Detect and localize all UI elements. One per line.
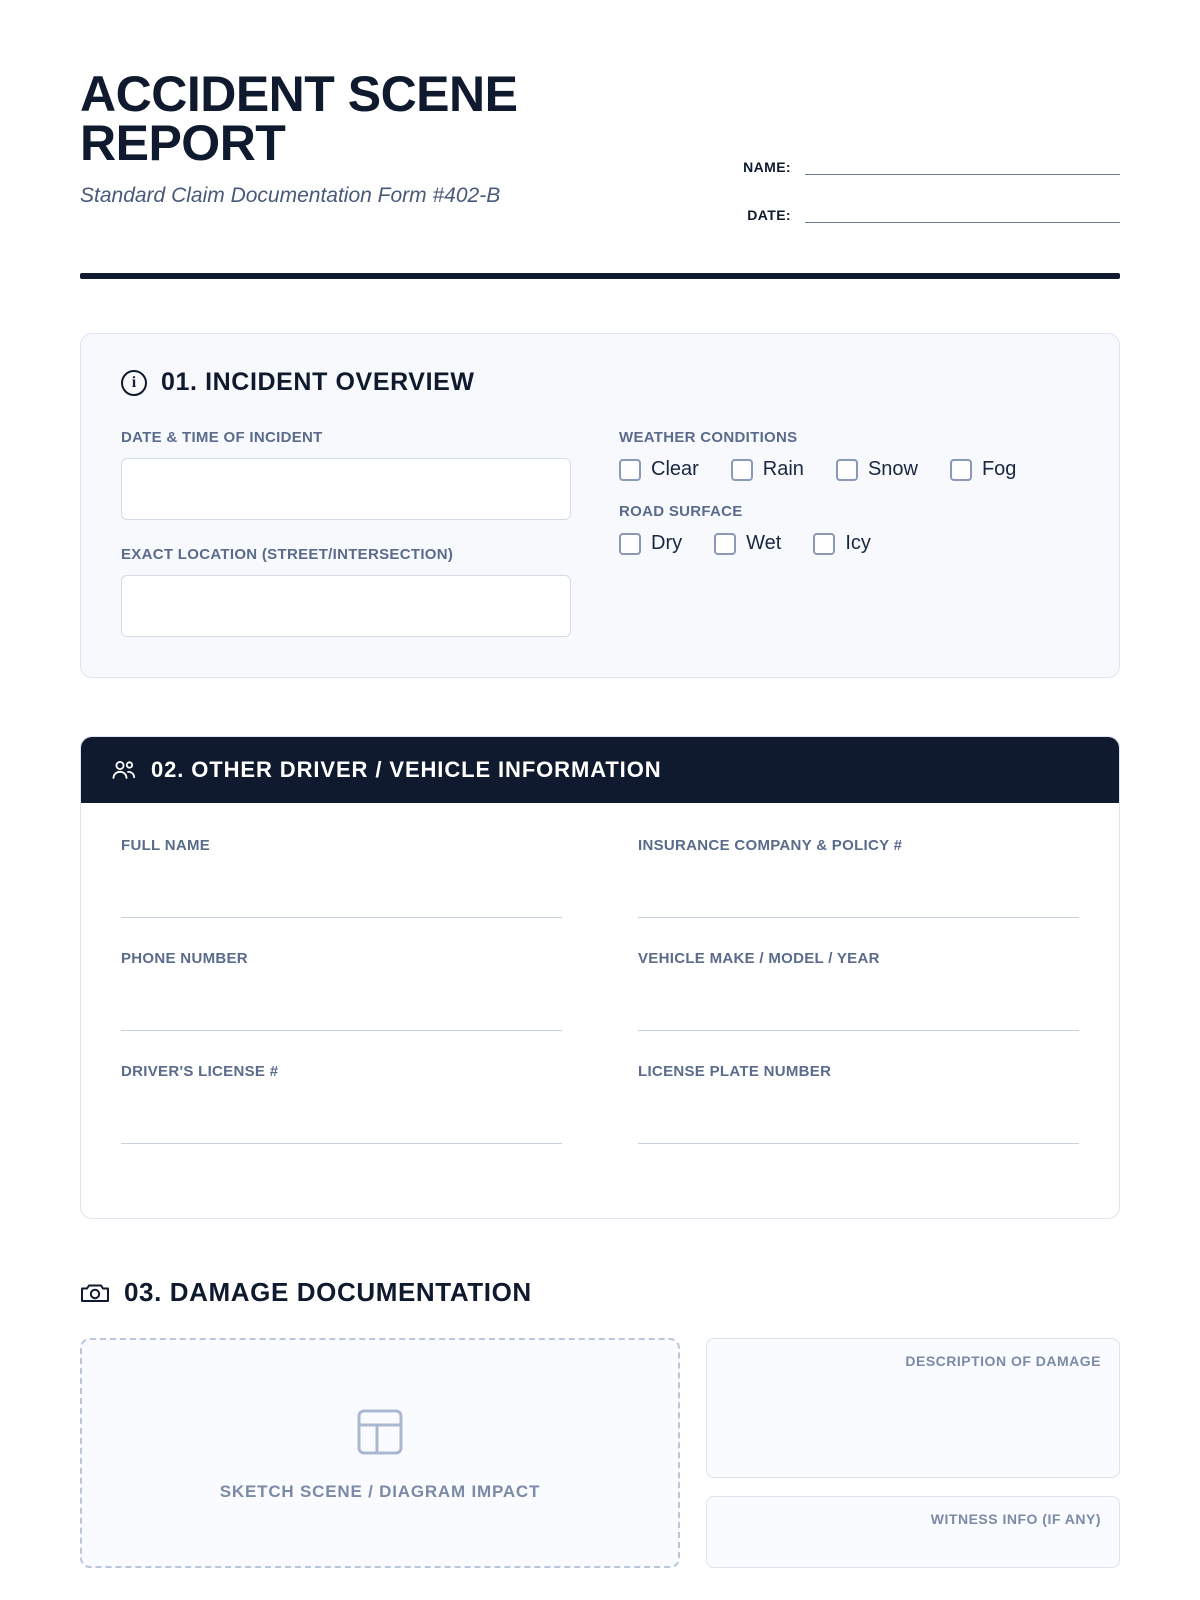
section2-body (81, 803, 1119, 1218)
document-header (80, 0, 1120, 251)
road-surface-options (619, 532, 1079, 555)
page-subtitle: Standard Claim Documentation Form #402-B (80, 184, 501, 207)
field-plate (638, 1063, 1079, 1144)
sketch-dropzone[interactable] (80, 1338, 680, 1568)
section1-right-col (619, 429, 1079, 637)
location-label: EXACT LOCATION (STREET/INTERSECTION) (121, 546, 454, 563)
date-field-row (730, 203, 1120, 223)
name-input[interactable] (805, 155, 1120, 175)
checkbox-label-clear: Clear (651, 458, 699, 480)
location-input[interactable] (121, 575, 571, 637)
header-meta-fields (730, 155, 1120, 251)
section1-header (121, 368, 1079, 397)
checkbox-label-fog: Fog (981, 458, 1017, 480)
phone-label: PHONE NUMBER (121, 950, 248, 967)
section-incident-overview (80, 333, 1120, 678)
checkbox-rain[interactable] (731, 459, 753, 481)
checkbox-label-snow: Snow (867, 458, 918, 480)
field-license (121, 1063, 562, 1144)
phone-input[interactable] (121, 979, 562, 1031)
checkbox-icy[interactable] (813, 533, 835, 555)
witness-info-label: WITNESS INFO (IF ANY) (930, 1511, 1101, 1527)
full-name-label: FULL NAME (121, 837, 211, 854)
insurance-label: INSURANCE COMPANY & POLICY # (638, 837, 903, 854)
users-icon (111, 759, 137, 781)
layout-panel-icon (352, 1404, 408, 1460)
section3-title: 03. DAMAGE DOCUMENTATION (124, 1277, 532, 1307)
section3-notes-col (706, 1338, 1120, 1568)
plate-label: LICENSE PLATE NUMBER (638, 1063, 832, 1080)
field-vehicle (638, 950, 1079, 1031)
checkbox-clear[interactable] (619, 459, 641, 481)
date-label: DATE: (747, 207, 791, 223)
checkbox-snow[interactable] (836, 459, 858, 481)
title-block (80, 66, 720, 208)
section3-grid (80, 1338, 1120, 1568)
sketch-caption: SKETCH SCENE / DIAGRAM IMPACT (219, 1482, 541, 1501)
weather-options (619, 458, 1079, 481)
checkbox-label-rain: Rain (762, 458, 804, 480)
checkbox-wet[interactable] (714, 533, 736, 555)
insurance-input[interactable] (638, 866, 1079, 918)
section1-left-col (121, 429, 581, 637)
checkbox-dry[interactable] (619, 533, 641, 555)
date-input[interactable] (805, 203, 1120, 223)
header-divider (80, 273, 1120, 279)
field-phone (121, 950, 562, 1031)
road-surface-label: ROAD SURFACE (619, 503, 743, 520)
checkbox-label-dry: Dry (651, 532, 683, 554)
weather-label: WEATHER CONDITIONS (619, 429, 798, 446)
section2-header (81, 737, 1119, 803)
license-label: DRIVER'S LICENSE # (121, 1063, 279, 1080)
section3-header (80, 1277, 1120, 1308)
damage-description-box[interactable] (706, 1338, 1120, 1478)
checkbox-label-wet: Wet (746, 532, 782, 554)
field-full-name (121, 837, 562, 918)
datetime-label: DATE & TIME OF INCIDENT (121, 429, 323, 446)
info-circle-icon: i (121, 370, 147, 396)
section2-title: 02. OTHER DRIVER / VEHICLE INFORMATION (151, 757, 662, 782)
camera-icon (80, 1281, 110, 1305)
damage-description-label: DESCRIPTION OF DAMAGE (905, 1353, 1101, 1369)
license-input[interactable] (121, 1092, 562, 1144)
full-name-input[interactable] (121, 866, 562, 918)
field-insurance (638, 837, 1079, 918)
vehicle-input[interactable] (638, 979, 1079, 1031)
witness-info-box[interactable] (706, 1496, 1120, 1568)
vehicle-label: VEHICLE MAKE / MODEL / YEAR (638, 950, 880, 967)
page-title: ACCIDENT SCENE REPORT (80, 66, 518, 171)
name-field-row (730, 155, 1120, 175)
section-other-driver (80, 736, 1120, 1219)
section1-grid (121, 429, 1079, 637)
section1-title: 01. INCIDENT OVERVIEW (161, 368, 475, 396)
section2-grid (121, 837, 1079, 1176)
name-label: NAME: (743, 159, 791, 175)
datetime-input[interactable] (121, 458, 571, 520)
checkbox-label-icy: Icy (845, 532, 871, 554)
plate-input[interactable] (638, 1092, 1079, 1144)
checkbox-fog[interactable] (950, 459, 972, 481)
